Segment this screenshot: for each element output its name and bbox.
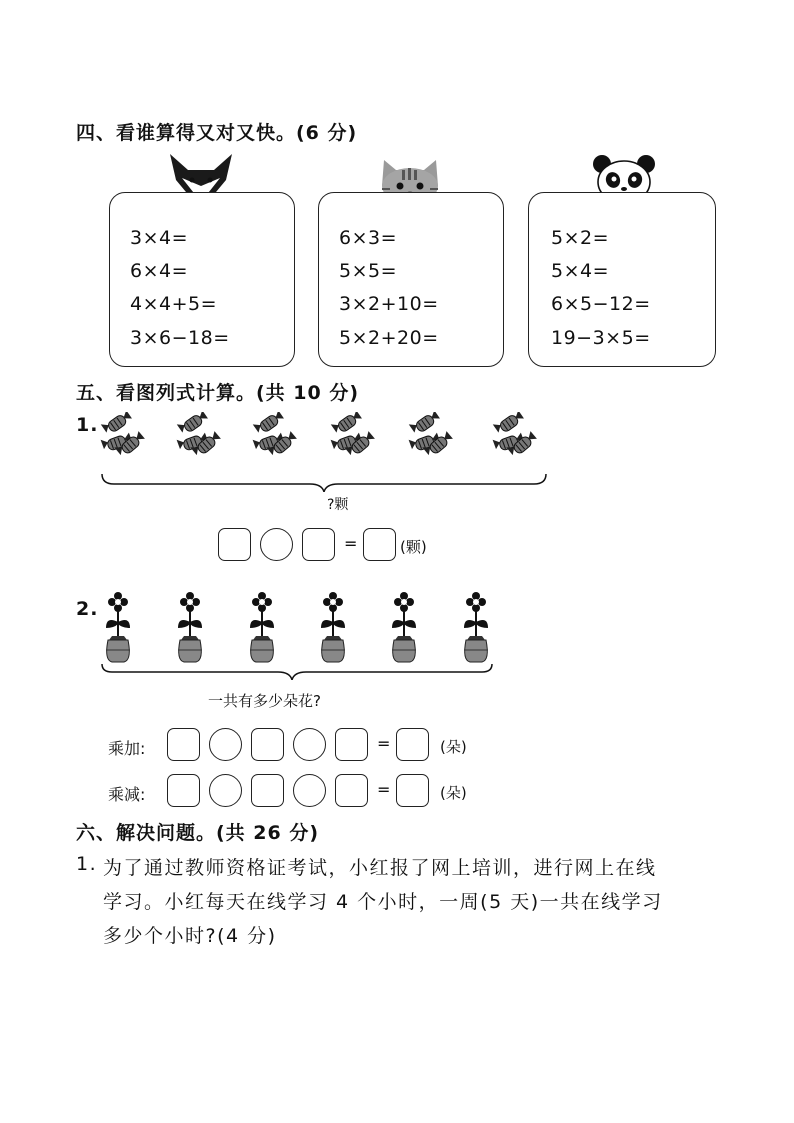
equation: 6×3= — [339, 227, 398, 249]
answer-box[interactable] — [396, 774, 429, 807]
equation: 5×5= — [339, 260, 398, 282]
equation: 5×2= — [551, 227, 610, 249]
operator-circle[interactable] — [293, 774, 326, 807]
question-number: 2. — [76, 598, 99, 620]
flower-picture — [98, 592, 496, 680]
section5-title: 五、看图列式计算。(共 10 分) — [76, 382, 360, 404]
unit-label: (朵) — [440, 738, 467, 756]
equation-card-3 — [528, 192, 716, 367]
equation: 5×2+20= — [339, 327, 439, 349]
candy-icon — [177, 412, 222, 458]
operator-circle[interactable] — [293, 728, 326, 761]
candy-icon — [493, 412, 538, 458]
flower-pot-icon — [106, 592, 130, 662]
brace-label: 一共有多少朵花? — [208, 692, 321, 710]
candy-icon — [253, 412, 298, 458]
question-number: 1. — [76, 853, 98, 875]
equation: 5×4= — [551, 260, 610, 282]
answer-box[interactable] — [251, 728, 284, 761]
answer-box[interactable] — [167, 728, 200, 761]
candy-picture — [100, 412, 550, 492]
problem-line-1: 为了通过教师资格证考试，小红报了网上培训，进行网上在线 — [103, 857, 657, 879]
answer-box[interactable] — [396, 728, 429, 761]
flower-pot-icon — [321, 592, 345, 662]
unit-label: (朵) — [440, 784, 467, 802]
equation: 19−3×5= — [551, 327, 651, 349]
row-label-multiply-subtract: 乘减: — [108, 785, 146, 804]
section4-title: 四、看谁算得又对又快。(6 分) — [76, 122, 358, 144]
unit-label: (颗) — [400, 538, 427, 556]
candy-icon — [409, 412, 454, 458]
answer-box[interactable] — [251, 774, 284, 807]
flower-pot-icon — [178, 592, 202, 662]
equals-sign: = — [377, 734, 391, 753]
equation: 6×5−12= — [551, 293, 651, 315]
answer-box[interactable] — [363, 528, 396, 561]
equation: 3×6−18= — [130, 327, 230, 349]
answer-box[interactable] — [335, 728, 368, 761]
equation: 6×4= — [130, 260, 189, 282]
question-number: 1. — [76, 414, 99, 436]
candy-icon — [101, 412, 146, 458]
equation: 4×4+5= — [130, 293, 218, 315]
problem-line-2: 学习。小红每天在线学习 4 个小时，一周(5 天)一共在线学习 — [103, 891, 663, 913]
answer-box[interactable] — [167, 774, 200, 807]
equals-sign: = — [344, 534, 358, 553]
section6-title: 六、解决问题。(共 26 分) — [76, 822, 320, 844]
answer-box[interactable] — [218, 528, 251, 561]
operator-circle[interactable] — [209, 774, 242, 807]
equation: 3×2+10= — [339, 293, 439, 315]
answer-box[interactable] — [335, 774, 368, 807]
row-label-multiply-add: 乘加: — [108, 739, 146, 758]
candy-icon — [331, 412, 376, 458]
brace-label: ?颗 — [327, 497, 349, 513]
problem-line-3: 多少个小时?(4 分) — [103, 925, 277, 947]
flower-pot-icon — [464, 592, 488, 662]
operator-circle[interactable] — [209, 728, 242, 761]
answer-box[interactable] — [302, 528, 335, 561]
flower-pot-icon — [250, 592, 274, 662]
flower-pot-icon — [392, 592, 416, 662]
equation-card-2 — [318, 192, 504, 367]
equals-sign: = — [377, 780, 391, 799]
operator-circle[interactable] — [260, 528, 293, 561]
equation-card-1 — [109, 192, 295, 367]
equation: 3×4= — [130, 227, 189, 249]
